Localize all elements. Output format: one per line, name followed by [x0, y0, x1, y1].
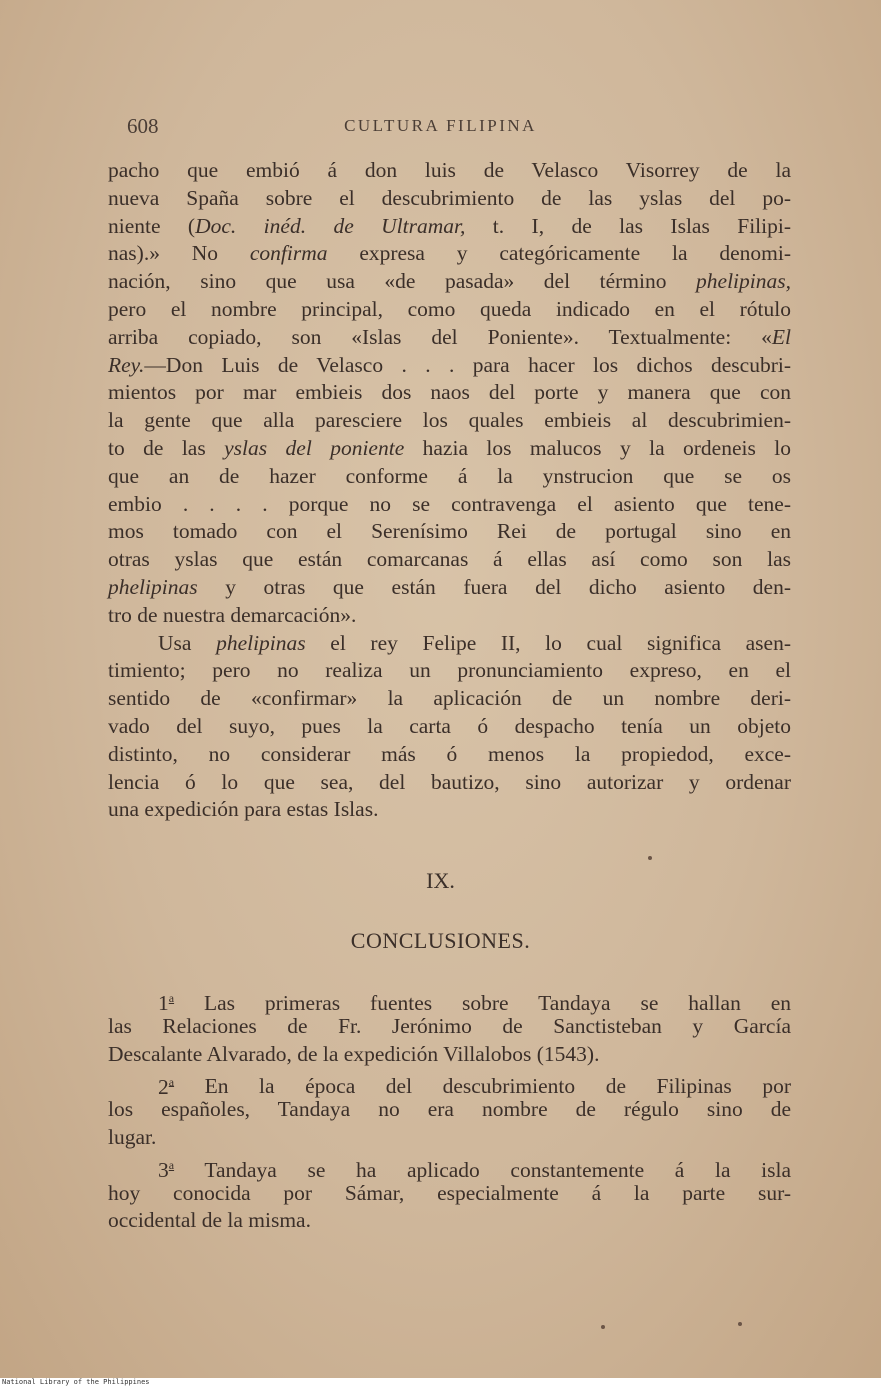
conclusion-ordinal [158, 1158, 174, 1182]
ordinal-suffix: a [168, 991, 175, 1005]
text-run: y otras que están fuera del dicho asiento den- [197, 574, 791, 599]
text-line [108, 630, 791, 658]
ink-speck [601, 1325, 605, 1329]
text-line [108, 268, 791, 296]
text-line [108, 1180, 791, 1208]
text-run: to de las [108, 435, 225, 460]
text-line [108, 1124, 791, 1152]
text-run: lencia ó lo que sea, del bautizo, sino autorizar y ordenar [108, 769, 791, 794]
footer-credit: National Library of the Philippines [2, 1378, 150, 1386]
ink-speck [738, 1322, 742, 1326]
text-line [108, 157, 791, 185]
text-run: Las primeras fuentes sobre Tandaya se hallan en [203, 991, 792, 1016]
italic-run: Doc. inéd. de Ultramar, [195, 213, 466, 238]
text-run: mos tomado con el Serenísimo Rei de portugal sino en [108, 519, 791, 544]
text-run: los españoles, Tandaya no era nombre de régulo sino de [108, 1097, 791, 1122]
text-line [108, 185, 791, 213]
body-text-top [108, 157, 791, 824]
running-title: CULTURA FILIPINA [344, 116, 537, 135]
text-run: que an de hazer conforme á la ynstrucion que se os [108, 463, 791, 488]
text-line [108, 1041, 791, 1069]
text-line [108, 1096, 791, 1124]
text-run: pero el nombre principal, como queda indicado en el rótulo [108, 296, 791, 321]
text-line [108, 1152, 791, 1180]
ordinal-number: 2 [158, 1074, 169, 1099]
text-run: arriba copiado, son «Islas del Poniente». Textualmente: « [108, 324, 772, 349]
text-line [108, 296, 791, 324]
text-line [108, 518, 791, 546]
footer-bar [0, 1378, 881, 1388]
italic-run: confirma [249, 241, 328, 266]
text-run: mientos por mar embieis dos naos del porte y manera que con [108, 380, 791, 405]
text-line [108, 713, 791, 741]
text-run: nueva Spaña sobre el descubrimiento de las yslas del po- [108, 185, 791, 210]
text-line [108, 769, 791, 797]
text-line [108, 324, 791, 352]
conclusion-item [108, 1068, 791, 1151]
text-line [108, 602, 791, 630]
italic-run: phelipinas [216, 630, 306, 655]
text-run: lugar. [108, 1124, 157, 1149]
text-run: sentido de «confirmar» la aplicación de un nombre deri- [108, 686, 791, 711]
text-run: tro de nuestra demarcación». [108, 602, 357, 627]
section-title: CONCLUSIONES. [350, 928, 531, 953]
text-line [108, 1068, 791, 1099]
italic-run: phelipinas, [696, 269, 791, 294]
section-number: IX. [426, 868, 455, 893]
text-line [108, 657, 791, 685]
text-line [108, 379, 791, 407]
conclusion-ordinal [158, 991, 174, 1015]
italic-run: yslas del poniente [224, 435, 405, 460]
text-line [108, 1207, 791, 1235]
text-run: timiento; pero no realiza un pronunciamiento expreso, en el [108, 658, 791, 683]
ordinal-number: 3 [158, 1157, 169, 1182]
text-line [108, 985, 792, 1016]
text-line [108, 546, 791, 574]
ordinal-suffix: a [168, 1157, 175, 1172]
text-line [108, 463, 791, 491]
paragraph-2 [108, 630, 791, 825]
text-run: pacho que embió á don luis de Velasco Visorrey de la [108, 158, 791, 182]
text-run: distinto, no considerar más ó menos la propiedod, exce- [108, 741, 791, 766]
text-run: Descalante Alvarado, de la expedición Villalobos (1543). [108, 1041, 600, 1066]
text-line [108, 213, 791, 241]
text-run: otras yslas que están comarcanas á ellas así como son las [108, 547, 791, 572]
text-line [108, 491, 791, 519]
ink-speck [648, 856, 652, 860]
text-line [108, 741, 791, 769]
conclusion-item [108, 1152, 791, 1235]
text-line [108, 796, 791, 824]
text-run: niente ( [108, 213, 196, 238]
page-header [0, 114, 881, 140]
text-run: Usa [158, 630, 217, 655]
text-run: la gente que alla paresciere los quales embieis al descubrimien- [108, 408, 791, 433]
text-line [108, 352, 791, 380]
text-line [108, 685, 791, 713]
italic-run: El [771, 324, 791, 349]
text-run: una expedición para estas Islas. [108, 797, 379, 822]
text-line [108, 1013, 791, 1041]
text-run: embio . . . . porque no se contravenga el asiento que tene- [108, 491, 791, 516]
text-run: —Don Luis de Velasco . . . para hacer los dichos descubri- [144, 352, 791, 377]
italic-run: phelipinas [108, 574, 198, 599]
text-line [108, 240, 791, 268]
text-run: En la época del descubrimiento de Filipinas por [204, 1074, 791, 1099]
text-line [108, 435, 791, 463]
conclusions-list [108, 985, 791, 1235]
paragraph-1 [108, 157, 791, 630]
text-run: hoy conocida por Sámar, especialmente á la parte sur- [108, 1180, 791, 1205]
text-line [108, 574, 791, 602]
conclusion-ordinal [158, 1075, 174, 1099]
text-run: Tandaya se ha aplicado constantemente á la isla [204, 1157, 791, 1182]
page-number: 608 [127, 114, 159, 138]
text-run: el rey Felipe II, lo cual significa asen- [305, 630, 791, 655]
text-run: hazia los malucos y la ordeneis lo [404, 435, 791, 460]
text-run: vado del suyo, pues la carta ó despacho tenía un objeto [108, 713, 791, 738]
text-run: las Relaciones de Fr. Jerónimo de Sanctisteban y García [108, 1013, 791, 1038]
text-line [108, 407, 791, 435]
text-run: occidental de la misma. [108, 1208, 311, 1233]
ordinal-number: 1 [158, 991, 169, 1016]
text-run: expresa y categóricamente la denomi- [327, 241, 791, 266]
conclusion-item [108, 985, 791, 1068]
italic-run: Rey. [108, 352, 145, 377]
text-run: nas).» No [108, 241, 250, 266]
text-run: t. I, de las Islas Filipi- [465, 213, 791, 238]
text-run: nación, sino que usa «de pasada» del término [108, 269, 697, 294]
ordinal-suffix: a [168, 1074, 175, 1089]
